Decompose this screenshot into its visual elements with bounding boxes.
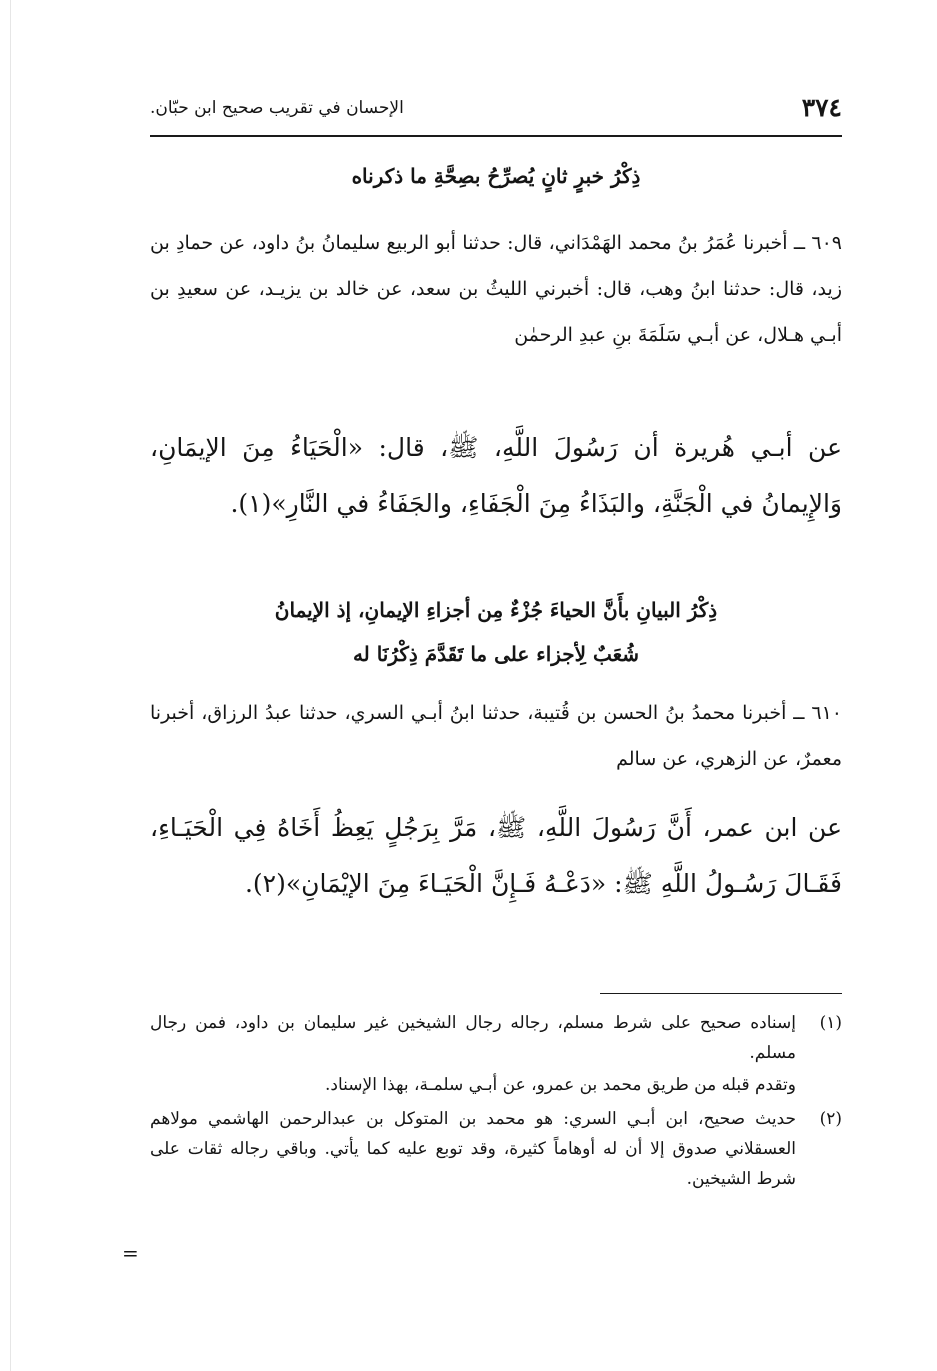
footnotes	[150, 1008, 842, 1194]
hadith-610-isnad: ٦١٠ ــ أخبرنا محمدُ بنُ الحسن بن قُتيبة، حدثنا ابنُ أبـي السري، حدثنا عبدُ الرزاق، أخبرنا معمرٌ، عن الزهري، عن سالم	[150, 702, 842, 770]
running-title: الإحسان في تقريب صحيح ابن حبّان.	[150, 98, 404, 118]
section-heading-2	[150, 588, 842, 676]
footnote-1-continuation: وتقدم قبله من طريق محمد بن عمرو، عن أبـي سلمـة، بهذا الإسناد.	[325, 1075, 796, 1095]
footnote-marker: (٢)	[819, 1109, 842, 1129]
running-header	[150, 90, 842, 126]
section-heading-2-line-1: ذِكْرُ البيانِ بأَنَّ الحياءَ جُزْءٌ مِن أجزاءِ الإيمانِ، إذ الإيمانُ	[274, 598, 718, 622]
footnote-text: إسناده صحيح على شرط مسلم، رجاله رجال الشيخين غير سليمان بن داود، فمن رجال مسلم.	[150, 1013, 796, 1063]
section-heading-2-line-2: شُعَبٌ لِأجزاء على ما تَقَدَّمَ ذِكْرُنَا له	[352, 642, 640, 666]
footnote-2	[150, 1104, 842, 1194]
footnote-rule	[600, 993, 842, 994]
hadith-609-isnad: ٦٠٩ ــ أخبرنا عُمَرُ بنُ محمد الهَمْدَاني، قال: حدثنا أبو الربيع سليمانُ بنُ داود، عن حمادِ بن زيد، قال: حدثنا ابنُ وهب، قال: أخبرني الليثُ بن سعد، عن خالد بن يزيـد، عن سعيدِ بن أبـي هـلال، عن أبـي سَلَمَةَ بنِ عبدِ الرحمٰن	[150, 232, 842, 346]
section-heading-1: ذِكْرُ خبرٍ ثانٍ يُصرِّحُ بصِحَّةِ ما ذكرناه	[351, 164, 641, 188]
hadith-609-matn: عن أبـي هُريرة أن رَسُولَ اللَّهِ، ﷺ، قال: «الْحَيَاءُ مِنَ الإيمَانِ، وَالإِيمانُ في الْجَنَّةِ، والبَذَاءُ مِنَ الْجَفَاءِ، والجَفَاءُ في النَّارِ»(١).	[150, 433, 842, 518]
hadith-610-matn: عن ابن عمر، أَنَّ رَسُولَ اللَّهِ، ﷺ، مَرَّ بِرَجُلٍ يَعِظُ أَخَاهُ فِي الْحَيَـاءِ، فَقَـالَ رَسُـولُ اللَّهِ ﷺ: «دَعْـهُ فَـإِنَّ الْحَيَـاءَ مِنَ الإيْمَانِ»(٢).	[150, 813, 842, 898]
scan-edge-line	[10, 0, 11, 1371]
footnote-marker: (١)	[819, 1013, 842, 1033]
header-rule	[150, 135, 842, 137]
footnote-text: حديث صحيح، ابن أبـي السري: هو محمد بن المتوكل بن عبدالرحمن الهاشمي مولاهم العسقلاني صدوق إلا أن له أوهاماً كثيرة، وقد توبع عليه كما يأتي. وباقي رجاله ثقات على شرط الشيخين.	[150, 1109, 796, 1189]
continuation-mark: =	[122, 1241, 139, 1265]
page-number: ٣٧٤	[801, 93, 842, 122]
footnote-1	[150, 1008, 842, 1068]
